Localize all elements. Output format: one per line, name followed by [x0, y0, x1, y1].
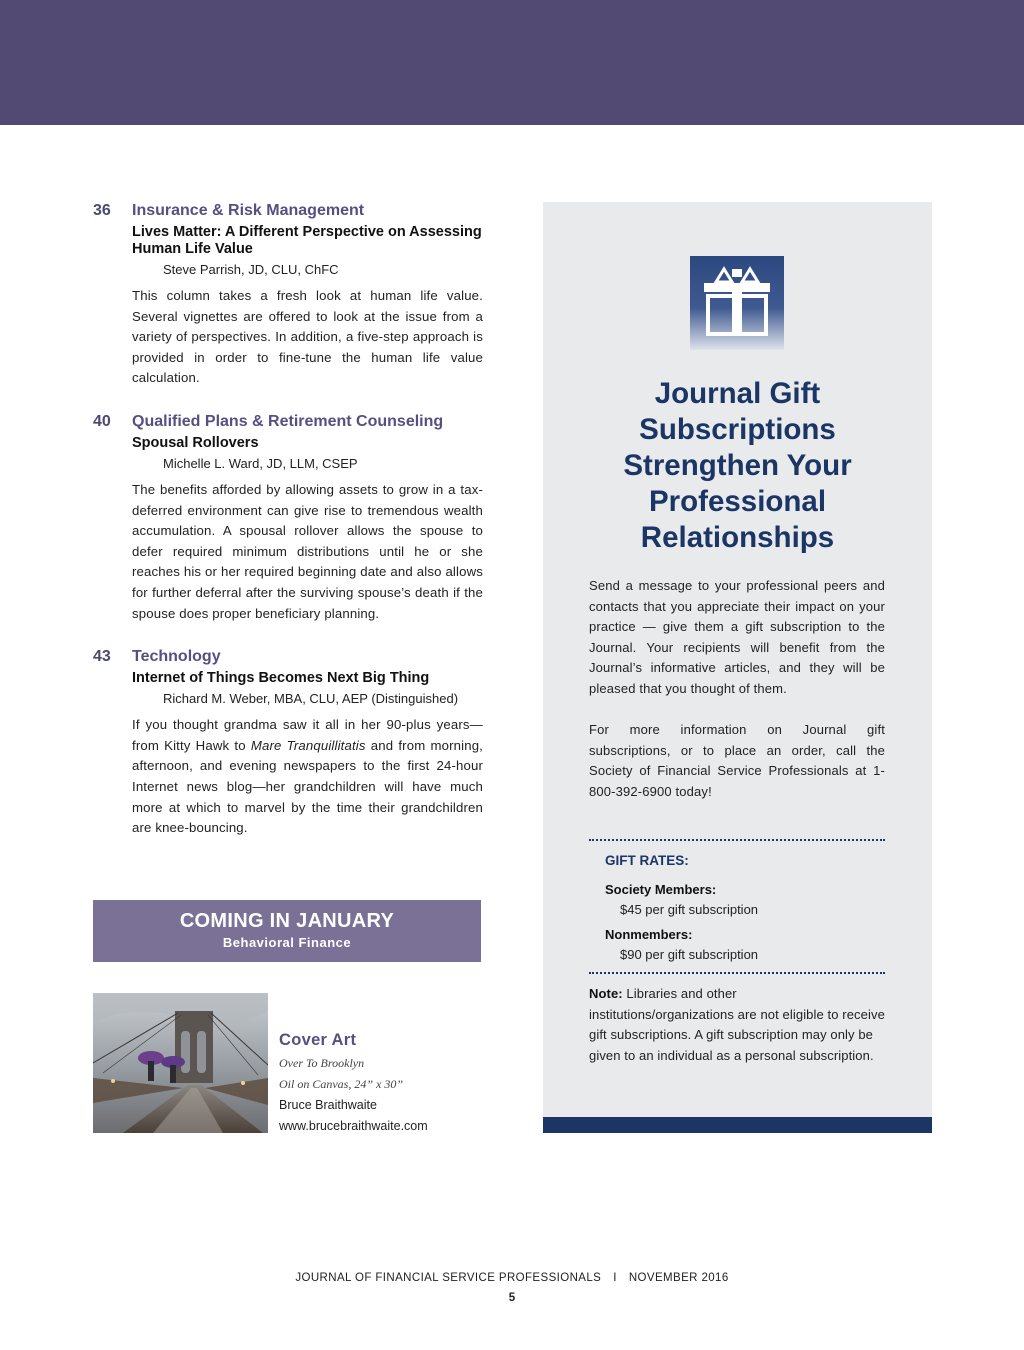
- article-category: Qualified Plans & Retirement Counseling: [132, 412, 444, 430]
- cover-art-painting: [93, 993, 268, 1133]
- gift-rates-heading: GIFT RATES:: [605, 853, 689, 868]
- cover-art-heading: Cover Art: [279, 1031, 357, 1049]
- note-text: Libraries and other institutions/organizations are not eligible to receive gift subscriptions. A gift subscription may only be given to an individual as a personal subscription.: [589, 986, 885, 1063]
- gift-box-icon: [690, 256, 784, 350]
- coming-subtitle: Behavioral Finance: [222, 935, 352, 950]
- article-author: Michelle L. Ward, JD, LLM, CSEP: [163, 455, 358, 471]
- sidebar-paragraph: For more information on Journal gift subscriptions, or to place an order, call the Society of Financial Service Professionals at 1-800-392-6900 today!: [589, 722, 885, 799]
- coming-next-issue-box: [93, 900, 481, 962]
- issue-date: NOVEMBER 2016: [628, 1272, 729, 1284]
- article-author: Steve Parrish, JD, CLU, ChFC: [163, 262, 339, 277]
- members-price: $45 per gift subscription: [620, 902, 759, 917]
- article-item: [93, 411, 483, 624]
- cover-art-title: Over To Brooklyn: [279, 1056, 365, 1070]
- article-summary: This column takes a fresh look at human life value. Several vignettes are offered to look at the issue from a variety of perspectives. In addition, a five-step approach is provided in order to fine-tune the human life value calculation.: [132, 288, 483, 386]
- sidebar-heading: Journal Gift Subscriptions Strengthen Your Professional Relationships: [623, 377, 852, 554]
- nonmembers-label: Nonmembers:: [605, 927, 693, 942]
- nonmembers-price: $90 per gift subscription: [620, 947, 759, 962]
- sidebar-note: [589, 984, 885, 1066]
- dotted-divider: [589, 839, 885, 841]
- coming-title: COMING IN JANUARY: [179, 910, 395, 932]
- articles-column: [93, 200, 483, 861]
- article-title: Internet of Things Becomes Next Big Thing: [132, 670, 430, 687]
- header-band: [0, 0, 1024, 125]
- article-page-number: 40: [93, 412, 111, 430]
- article-category: Technology: [132, 648, 221, 666]
- article-author: Richard M. Weber, MBA, CLU, AEP (Distinguished): [163, 691, 459, 707]
- cover-art-medium: Oil on Canvas, 24” x 30”: [279, 1077, 404, 1091]
- sidebar-body: [589, 576, 885, 803]
- article-title: Lives Matter: A Different Perspective on Assessing Human Life Value: [132, 224, 482, 257]
- sidebar-bottom-bar: [543, 1117, 932, 1133]
- article-item: [93, 646, 483, 839]
- cover-art-website-link[interactable]: www.brucebraithwaite.com: [279, 1119, 428, 1133]
- cover-art-artist: Bruce Braithwaite: [279, 1098, 377, 1112]
- article-page-number: 36: [93, 202, 111, 219]
- page-number: 5: [508, 1292, 516, 1304]
- journal-name: JOURNAL OF FINANCIAL SERVICE PROFESSIONALS: [295, 1272, 602, 1284]
- article-title: Spousal Rollovers: [132, 434, 259, 451]
- page-footer: [0, 1270, 1024, 1286]
- dotted-divider: [589, 972, 885, 974]
- summary-text: If you thought grandma saw it all in her 90-plus years—from Kitty Hawk to: [132, 717, 483, 753]
- summary-italic: Mare Tranquillitatis: [250, 737, 366, 753]
- summary-text: and from morning, afternoon, and evening newspapers to the first 24-hour Internet news blog—her grandchildren will have much more at which to marvel by the time their grandchildren are knee-bouncing.: [132, 737, 483, 836]
- cover-art-caption: [279, 1030, 519, 1137]
- article-page-number: 43: [93, 648, 111, 666]
- article-item: [93, 200, 483, 389]
- sidebar-paragraph: Send a message to your professional peers and contacts that you appreciate their impact on your practice — give them a gift subscription to the Journal. Your recipients will benefit from the Journal’s informative articles, and they will be pleased that you thought of them.: [589, 578, 885, 696]
- note-label: Note:: [589, 986, 623, 1001]
- article-summary: The benefits afforded by allowing assets to grow in a tax-deferred environment can give rise to tremendous wealth accumulation. A spousal rollover allows the spouse to defer required minimum distributions until he or she reaches his or her required beginning date and also allows for further deferral after the surviving spouse’s death if the spouse does proper beneficiary planning.: [132, 481, 483, 621]
- article-summary: [132, 715, 483, 839]
- gift-subscription-sidebar: [543, 202, 932, 1133]
- article-category: Insurance & Risk Management: [132, 202, 365, 219]
- footer-separator: I: [613, 1272, 617, 1284]
- members-label: Society Members:: [605, 882, 717, 897]
- gift-rates: [605, 852, 885, 965]
